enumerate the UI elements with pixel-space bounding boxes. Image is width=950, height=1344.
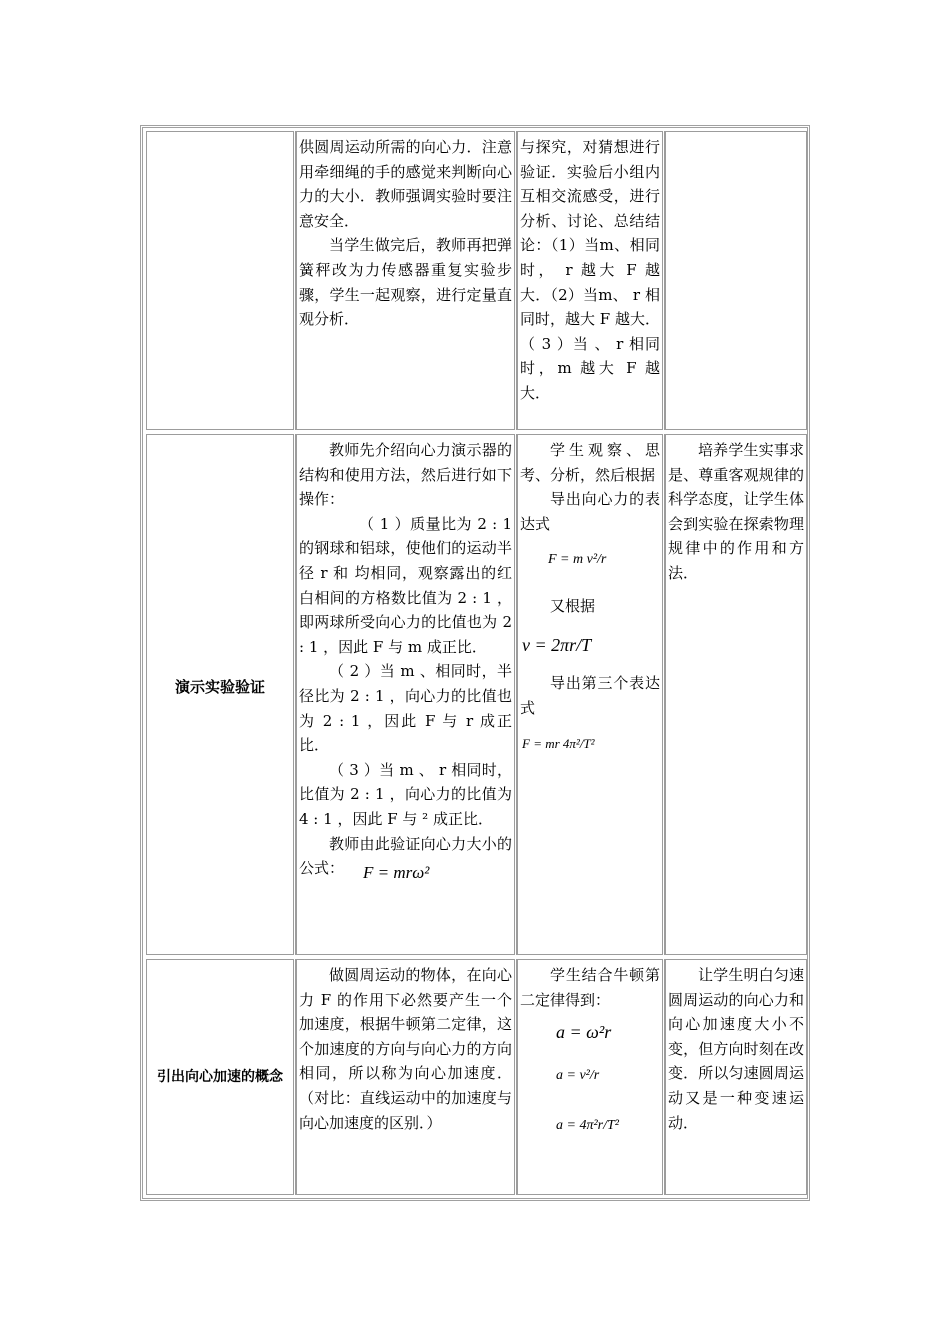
design-intent-cell bbox=[664, 131, 807, 430]
teacher-text: （ 2 ）当 m 、相同时，半径比为 2 : 1 ，向心力的比值也为 2 : 1 ，因此 F 与 r 成正比． bbox=[299, 662, 512, 755]
teacher-text: 教师先介绍向心力演示器的结构和使用方法，然后进行如下操作： bbox=[299, 441, 512, 509]
stage-label: 演示实验验证 bbox=[174, 678, 265, 696]
intent-text: 让学生明白匀速圆周运动的向心力和向心加速度大小不变，但方向时刻在改变．所以匀速圆周运动又是一种变速运动． bbox=[668, 966, 804, 1132]
student-text: 导出向心力的表达式 bbox=[520, 490, 660, 533]
student-text: 与探究，对猜想进行验证．实验后小组内互相交流感受，进行分析、讨论、总结结论：（1）当m、相同时， r 越大 F 越大．（2）当m、 r 相同时，越大 F 越大．（ 3 ）当 、 r 相同时，m 越大 F 越大． bbox=[520, 138, 660, 402]
intent-text: 培养学生实事求是、尊重客观规律的科学态度，让学生体会到实验在探索物理规律中的作用和方法． bbox=[668, 441, 804, 582]
student-text: 导出第三个表达式 bbox=[520, 673, 660, 717]
student-activity-cell bbox=[516, 434, 663, 955]
teacher-activity-cell bbox=[295, 131, 515, 430]
lesson-table bbox=[140, 125, 810, 1201]
design-intent-cell bbox=[664, 959, 807, 1195]
student-text: 学生观察、思考、分析，然后根据 bbox=[520, 441, 660, 484]
table-row bbox=[143, 131, 807, 430]
formula-v-2pir-t: v = 2πr/T bbox=[522, 634, 592, 655]
student-text: 又根据 bbox=[550, 597, 596, 616]
design-intent-cell bbox=[664, 434, 807, 955]
stage-cell bbox=[146, 131, 294, 430]
student-text: 学生结合牛顿第二定律得到： bbox=[520, 966, 660, 1009]
student-activity-cell bbox=[516, 131, 663, 430]
stage-cell bbox=[146, 434, 294, 955]
teacher-text: （ 3 ）当 m 、 r 相同时， 比值为 2 : 1 ，向心力的比值为 4 : 1 ，因此 F 与 ² 成正比． bbox=[299, 760, 512, 828]
table-row bbox=[143, 434, 807, 955]
formula-a-v2r: a = v²/r bbox=[556, 1067, 600, 1083]
teacher-text: （ 1 ）质量比为 2 : 1 的钢球和铝球，使他们的运动半径 r 和 均相同，观察露出的红白相间的方格数比值为 2 : 1 ，即两球所受向心力的比值也为 2 : 1 ，因此 F 与 m 成正比． bbox=[299, 514, 512, 656]
teacher-text: 供圆周运动所需的向心力．注意用牵细绳的手的感觉来判断向心力的大小．教师强调实验时要注意安全． bbox=[299, 138, 512, 230]
stage-label: 引出向心加速的概念 bbox=[157, 1069, 283, 1085]
centripetal-force-formula: F = mrω² bbox=[363, 862, 430, 882]
teacher-text: 当学生做完后，教师再把弹簧秤改为力传感器重复实验步骤，学生一起观察，进行定量直观分析． bbox=[299, 236, 512, 329]
teacher-activity-cell bbox=[295, 959, 515, 1195]
formula-f-mv2r: F = m v²/r bbox=[548, 552, 607, 568]
formula-a-4pi2r-t2: a = 4π²r/T² bbox=[556, 1117, 619, 1133]
teacher-text: 教师由此验证向心力大小的公式： bbox=[299, 834, 512, 878]
teacher-text: 做圆周运动的物体，在向心力 F 的作用下必然要产生一个加速度，根据牛顿第二定律，这个加速度的方向与向心力的方向相同，所以称为向心加速度．（对比：直线运动中的加速度与向心加速度的区别．） bbox=[299, 966, 512, 1132]
table-row bbox=[143, 959, 807, 1195]
student-activity-cell bbox=[516, 959, 663, 1195]
formula-f-mr4pi2t2: F = mr 4π²/T² bbox=[522, 735, 595, 751]
teacher-activity-cell bbox=[295, 434, 515, 955]
stage-cell bbox=[146, 959, 294, 1195]
formula-a-omega2r: a = ω²r bbox=[556, 1021, 612, 1042]
